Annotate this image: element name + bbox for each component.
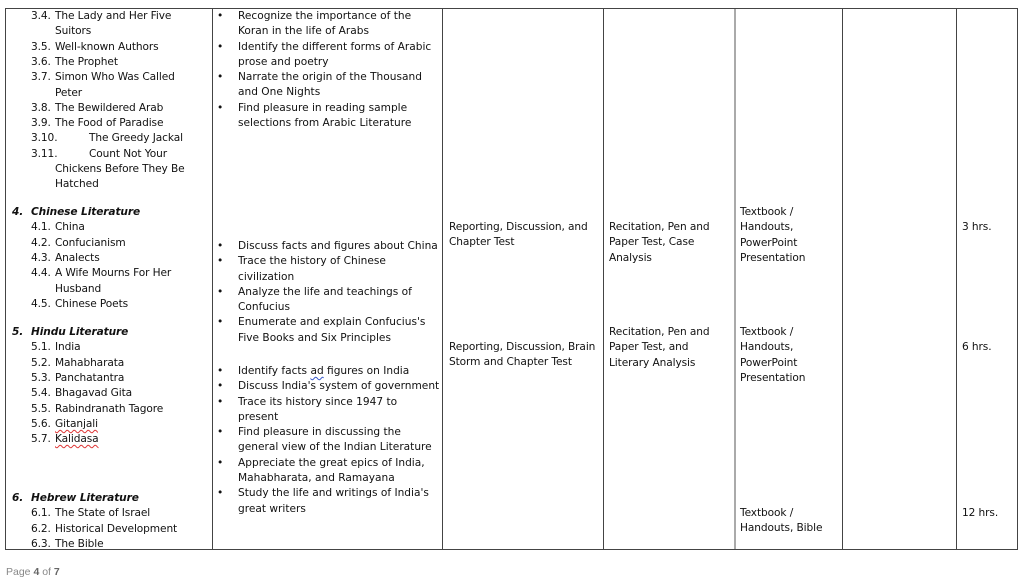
objective-item bbox=[213, 285, 438, 316]
topic-title: Hindu Literature bbox=[31, 326, 129, 338]
objective-item bbox=[213, 254, 438, 285]
subtopic-title: The Lady and Her Five bbox=[55, 10, 172, 22]
objective-text: and One Nights bbox=[238, 86, 321, 99]
subtopic-title: Simon Who Was Called bbox=[55, 71, 175, 84]
subtopic-title: Count Not Your bbox=[89, 147, 167, 160]
subtopic-title: Rabindranath Tagore bbox=[55, 402, 164, 415]
subtopic-title: Chinese Poets bbox=[55, 297, 129, 310]
objective-text: Trace the history of Chinese bbox=[238, 255, 386, 268]
objective-text: Analyze the life and teachings of bbox=[238, 285, 412, 298]
resource-line: PowerPoint bbox=[740, 356, 798, 369]
subtopic-title: Husband bbox=[55, 282, 102, 295]
resource-line: Presentation bbox=[740, 251, 806, 264]
subtopic-number: 4.5. bbox=[31, 297, 51, 310]
subtopic-title: China bbox=[55, 221, 85, 234]
objective-item bbox=[213, 395, 439, 426]
subtopic-title: Hatched bbox=[55, 178, 99, 191]
strategy-line: Storm and Chapter Test bbox=[449, 356, 572, 369]
subtopic-title: The Prophet bbox=[55, 55, 118, 68]
subtopic-title: Analects bbox=[55, 251, 100, 264]
hindu-strategies bbox=[449, 340, 595, 371]
objective-text: Find pleasure in reading sample bbox=[238, 101, 408, 114]
objective-item bbox=[213, 239, 438, 254]
subtopic-title: The Bible bbox=[55, 537, 104, 550]
subtopic-number: 3.9. bbox=[31, 117, 51, 130]
resource-line: Handouts, bbox=[740, 341, 794, 354]
column-divider bbox=[734, 9, 736, 549]
strategy-line: Chapter Test bbox=[449, 236, 515, 249]
subtopic-title: Historical Development bbox=[55, 522, 178, 535]
subtopic-number: 3.5. bbox=[31, 40, 51, 53]
subtopic-number: 6.1. bbox=[31, 507, 51, 520]
subtopic-title: Bhagavad Gita bbox=[55, 387, 133, 400]
objective-text: Enumerate and explain Confucius's bbox=[238, 316, 426, 329]
subtopic-number: 3.11. bbox=[31, 147, 58, 160]
column-divider bbox=[956, 9, 957, 549]
strategy-line: Reporting, Discussion, Brain bbox=[449, 341, 596, 353]
objective-text: Discuss India's system of government bbox=[238, 380, 440, 393]
objective-text: civilization bbox=[238, 270, 295, 283]
objective-item bbox=[213, 70, 431, 101]
objective-item bbox=[213, 456, 439, 487]
objective-text: Narrate the origin of the Thousand bbox=[238, 71, 422, 84]
subtopic-title bbox=[55, 432, 99, 447]
subtopic-title: Chickens Before They Be bbox=[55, 163, 185, 175]
objective-text: Trace its history since 1947 to bbox=[238, 395, 398, 408]
subtopic-number: 4.3. bbox=[31, 251, 51, 264]
subtopic-number: 3.10. bbox=[31, 132, 58, 145]
subtopic-number: 3.7. bbox=[31, 71, 51, 84]
subtopic-title: Mahabharata bbox=[55, 356, 125, 369]
assessment-line: Paper Test, and bbox=[609, 341, 689, 354]
subtopic-number: 5.5. bbox=[31, 402, 51, 415]
total-pages: 7 bbox=[53, 566, 60, 578]
chinese-assessment bbox=[609, 220, 709, 266]
subtopic-title: Confucianism bbox=[55, 236, 126, 249]
subtopic-title: The Greedy Jackal bbox=[89, 132, 183, 145]
arabic-objectives bbox=[213, 9, 431, 131]
spellcheck-underline: Kalidasa bbox=[55, 433, 99, 446]
assessment-line: Analysis bbox=[609, 251, 652, 264]
subtopic-title: The State of Israel bbox=[55, 507, 151, 520]
subtopic-number: 3.4. bbox=[31, 10, 51, 22]
topic-title: Hebrew Literature bbox=[31, 492, 139, 504]
chinese-time: 3 hrs. bbox=[962, 221, 992, 233]
objective-text: Five Books and Six Principles bbox=[238, 331, 391, 344]
spellcheck-underline: Gitanjali bbox=[55, 417, 98, 430]
objective-text: prose and poetry bbox=[238, 55, 329, 68]
objective-text: Koran in the life of Arabs bbox=[238, 25, 370, 38]
hindu-resources bbox=[740, 325, 805, 386]
assessment-line: Recitation, Pen and bbox=[609, 326, 710, 338]
subtopic-number: 6.2. bbox=[31, 522, 51, 535]
objective-text: great writers bbox=[238, 502, 306, 515]
objective-item bbox=[213, 40, 431, 71]
topic-title: Chinese Literature bbox=[31, 206, 141, 218]
resource-line: Handouts, bbox=[740, 221, 794, 234]
hindu-assessment bbox=[609, 325, 709, 371]
column-divider bbox=[842, 9, 843, 549]
objective-text: Find pleasure in discussing the bbox=[238, 426, 401, 439]
subtopic-number: 5.7. bbox=[31, 433, 51, 446]
subtopic-number: 5.1. bbox=[31, 341, 51, 354]
objective-item bbox=[213, 486, 439, 517]
page-prefix: Page bbox=[6, 566, 34, 578]
objective-text: Discuss facts and figures about China bbox=[238, 240, 438, 252]
subtopic-title: India bbox=[55, 341, 81, 354]
objective-text: Mahabharata, and Ramayana bbox=[238, 472, 395, 485]
topic-number: 4. bbox=[12, 206, 24, 218]
topic-number: 5. bbox=[12, 326, 24, 338]
resource-line: Textbook / bbox=[740, 206, 794, 218]
hebrew-time: 12 hrs. bbox=[962, 507, 999, 519]
resource-line: Handouts, Bible bbox=[740, 522, 823, 535]
subtopic-number: 6.3. bbox=[31, 537, 51, 550]
objective-text: Recognize the importance of the bbox=[238, 10, 412, 22]
subtopic-number: 3.8. bbox=[31, 101, 51, 114]
subtopic-number: 4.1. bbox=[31, 221, 51, 234]
subtopic-title: Well-known Authors bbox=[55, 40, 159, 53]
resource-line: Presentation bbox=[740, 371, 806, 384]
objective-text: present bbox=[238, 410, 279, 423]
subtopic-number: 5.2. bbox=[31, 356, 51, 369]
subtopic-number: 4.2. bbox=[31, 236, 51, 249]
subtopic-title: The Food of Paradise bbox=[55, 117, 164, 130]
objective-item bbox=[213, 425, 439, 456]
subtopic-number: 4.4. bbox=[31, 267, 51, 280]
strategy-line: Reporting, Discussion, and bbox=[449, 221, 588, 233]
objective-text: selections from Arabic Literature bbox=[238, 117, 412, 130]
hebrew-resources bbox=[740, 506, 822, 537]
resource-line: PowerPoint bbox=[740, 236, 798, 249]
subtopic-number: 5.4. bbox=[31, 387, 51, 400]
objective-item bbox=[213, 101, 431, 132]
chinese-objectives bbox=[213, 239, 438, 346]
subtopic-title bbox=[55, 417, 98, 432]
chinese-strategies bbox=[449, 220, 588, 251]
chinese-resources bbox=[740, 205, 805, 266]
page-indicator bbox=[6, 566, 60, 578]
objective-text: general view of the Indian Literature bbox=[238, 441, 432, 454]
assessment-line: Literary Analysis bbox=[609, 356, 696, 369]
page-of: of bbox=[39, 566, 54, 578]
assessment-line: Paper Test, Case bbox=[609, 236, 695, 249]
objective-text: Confucius bbox=[238, 301, 291, 314]
subtopic-number: 5.3. bbox=[31, 371, 51, 384]
objective-item bbox=[213, 364, 439, 379]
subtopic-title: Panchatantra bbox=[55, 371, 125, 384]
grammar-underline: ad bbox=[310, 365, 324, 377]
subtopic-title: Suitors bbox=[55, 25, 92, 38]
subtopic-title: A Wife Mourns For Her bbox=[55, 267, 172, 280]
subtopic-title: Peter bbox=[55, 86, 83, 99]
subtopic-title: The Bewildered Arab bbox=[55, 101, 164, 114]
assessment-line: Recitation, Pen and bbox=[609, 221, 710, 233]
column-divider bbox=[442, 9, 443, 549]
subtopic-number: 5.6. bbox=[31, 417, 51, 430]
resource-line: Textbook / bbox=[740, 507, 794, 519]
objective-text: Appreciate the great epics of India, bbox=[238, 456, 425, 469]
resource-line: Textbook / bbox=[740, 326, 794, 338]
objective-text: figures on India bbox=[323, 365, 410, 377]
topic-number: 6. bbox=[12, 492, 24, 504]
current-page: 4 bbox=[33, 566, 40, 578]
subtopic-number: 3.6. bbox=[31, 55, 51, 68]
objective-text: Study the life and writings of India's bbox=[238, 487, 429, 500]
objective-item bbox=[213, 9, 431, 40]
objective-item bbox=[213, 315, 438, 346]
hindu-objectives bbox=[213, 364, 439, 517]
objective-text: Identify the different forms of Arabic bbox=[238, 40, 432, 53]
hindu-time: 6 hrs. bbox=[962, 341, 992, 353]
objective-text: Identify facts bbox=[238, 365, 311, 377]
objective-item bbox=[213, 379, 439, 394]
column-divider bbox=[603, 9, 604, 549]
